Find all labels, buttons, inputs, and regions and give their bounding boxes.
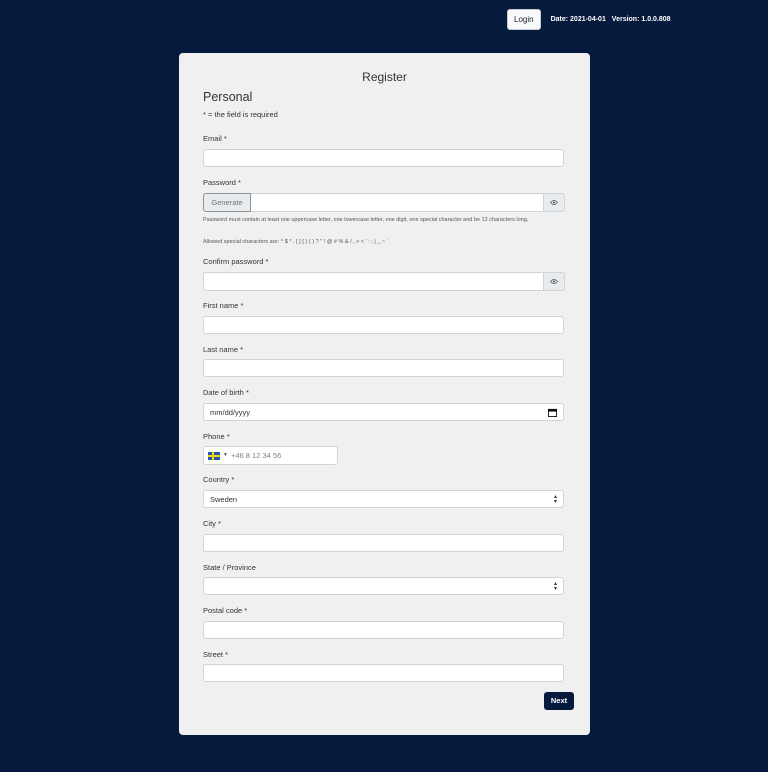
section-title: Personal: [203, 90, 253, 104]
updown-arrows-icon: ▴ ▾: [553, 494, 557, 505]
chevron-down-icon[interactable]: ▼: [223, 452, 228, 458]
email-label: Email *: [203, 134, 227, 143]
email-field[interactable]: [203, 149, 564, 167]
last-name-label: Last name *: [203, 345, 244, 354]
updown-arrows-icon: ▴ ▾: [553, 581, 557, 592]
phone-label: Phone *: [203, 432, 230, 441]
build-version: Version: 1.0.0.808: [611, 16, 671, 23]
password-label: Password *: [203, 178, 241, 187]
confirm-password-toggle-button[interactable]: [544, 272, 565, 291]
password-group: [203, 193, 565, 212]
password-field[interactable]: [251, 193, 544, 212]
calendar-icon[interactable]: [548, 408, 557, 417]
build-info: [551, 16, 675, 23]
country-label: Country *: [203, 475, 235, 484]
login-button[interactable]: Login: [507, 9, 541, 30]
generate-button[interactable]: Generate: [203, 193, 251, 212]
phone-placeholder: +46 8 12 34 56: [231, 451, 282, 460]
eye-icon: [550, 200, 558, 205]
dob-label: Date of birth *: [203, 388, 249, 397]
required-note: * = the field is required: [203, 110, 278, 119]
password-allowed-chars: Allowed special characters are: ^ $ * . [ ] { } ( ) ? " ! @ # % & / , > < ' : ; | _ ~ `: [203, 239, 389, 245]
country-select[interactable]: [203, 490, 564, 508]
city-field[interactable]: [203, 534, 564, 552]
confirm-password-field[interactable]: [203, 272, 544, 291]
sweden-flag-icon[interactable]: [208, 452, 220, 460]
dob-field[interactable]: [203, 403, 564, 421]
phone-field[interactable]: [203, 446, 338, 465]
build-date: Date: 2021-04-01: [550, 16, 606, 23]
page-title: Register: [362, 70, 407, 84]
next-button[interactable]: Next: [544, 692, 574, 710]
last-name-field[interactable]: [203, 359, 564, 377]
postal-code-field[interactable]: [203, 621, 564, 639]
eye-icon: [550, 279, 558, 284]
confirm-password-group: [203, 272, 565, 291]
street-label: Street *: [203, 650, 229, 659]
first-name-field[interactable]: [203, 316, 564, 334]
confirm-password-label: Confirm password *: [203, 257, 269, 266]
dob-placeholder: mm/dd/yyyy: [210, 408, 251, 417]
first-name-label: First name *: [203, 301, 244, 310]
password-help: Password must contain at least one uppercase letter, one lowercase letter, one digit, one special character and be 12 characters long.: [203, 217, 529, 223]
password-toggle-button[interactable]: [544, 193, 565, 212]
street-field[interactable]: [203, 664, 564, 682]
state-select[interactable]: [203, 577, 564, 595]
country-value: Sweden: [210, 495, 238, 504]
city-label: City *: [203, 519, 221, 528]
top-bar: [507, 9, 675, 30]
postal-code-label: Postal code *: [203, 606, 248, 615]
state-label: State / Province: [203, 563, 256, 572]
register-card: [179, 53, 590, 735]
